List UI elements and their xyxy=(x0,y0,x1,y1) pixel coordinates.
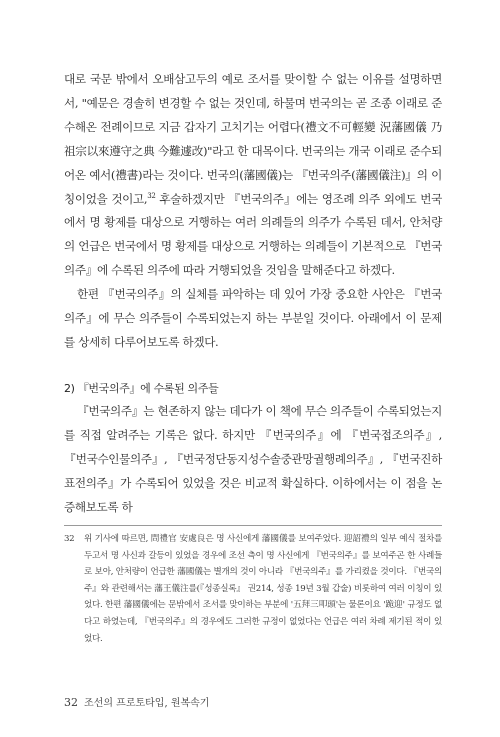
footnote-text: 위 기사에 따르면, 問禮官 安處良은 명 사신에게 藩國儀를 보여주었다. 迎詔禮의 일부 예식 절차를 두고서 명 사신과 갈등이 있었을 경우에 조선 측이 명 사신에게 『번국의주』를 보여주곤 한 사례들로 보아, 안처량이 언급한 藩國儀는 별개의 것이 아니라 『번국의주』를 가리켰을 것이다. 『번국의주』와 관련해서는 藩王儀注를(『성종실록』 권214, 성종 19년 3월 갑술) 비롯하여 여러 이칭이 있었다. 한편 藩國儀에는 문밖에서 조서를 맞이하는 부분에 '五拜三叩頭'는 물론이요 '跪迎' 규정도 없다고 하였는데, 『번국의주』의 경우에도 그러한 규정이 없었다는 언급은 여러 차례 제기된 적이 있었다. xyxy=(84,534,442,644)
running-title: 조선의 프로토타입, 원복속기 xyxy=(84,698,210,709)
section-heading: 2) 『번국의주』에 수록된 의주들 xyxy=(64,381,219,395)
paragraph-2: 한편 『번국의주』의 실체를 파악하는 데 있어 가장 중요한 사안은 『번국의주』에 무슨 의주들이 수록되었는지 하는 부분일 것이다. 아래에서 이 문제를 상세히 다루어보도록 하겠다. xyxy=(64,287,442,349)
page-footer xyxy=(64,696,209,711)
footnote-divider xyxy=(64,525,442,526)
footnote-32 xyxy=(64,531,442,647)
paragraph-1-tail: 후술하겠지만 『번국의주』에는 영조례 의주 외에도 번국에서 명 황제를 대상으로 거행하는 여러 의례들의 의주가 수록된 데서, 안처량의 언급은 번국에서 명 황제를 대상으로 거행하는 의례들이 기본적으로 『번국의주』에 수록된 의주에 따라 거행되었을 것임을 말해준다고 하겠다. xyxy=(64,191,442,278)
paragraph-3: 『번국의주』는 현존하지 않는 데다가 이 책에 무슨 의주들이 수록되었는지를 직접 알려주는 기록은 없다. 하지만 『번국의주』에 『번국접조의주』, 『번국수인물의주』, 『번국정단동지성수솔중관망궐행례의주』, 『번국진하표전의주』가 수록되어 있었을 것은 비교적 확실하다. 이하에서는 이 점을 논증해보도록 하 xyxy=(64,403,442,514)
main-body xyxy=(64,68,442,519)
footnote-number: 32 xyxy=(64,534,75,544)
footnote-ref-32[interactable]: 32 xyxy=(147,191,156,200)
paragraph-1-text: 대로 국문 밖에서 오배삼고두의 예로 조서를 맞이할 수 없는 이유를 설명하면서, "예문은 경솔히 변경할 수 없는 것인데, 하물며 번국의는 곧 조종 이래로 준수해온 전례이므로 지금 갑자기 고치기는 어렵다(禮文不可輕變 況藩國儀 乃祖宗以來遵守之典 今難遽改)"라고 한 대목이다. 번국의는 개국 이래로 준수되어온 예서(禮書)라는 것이다. 번국의(藩國儀)는 『번국의주(藩國儀注)』의 이칭이었을 것이고, xyxy=(64,72,442,206)
page-number: 32 xyxy=(64,696,78,709)
paragraph-1 xyxy=(64,68,442,283)
